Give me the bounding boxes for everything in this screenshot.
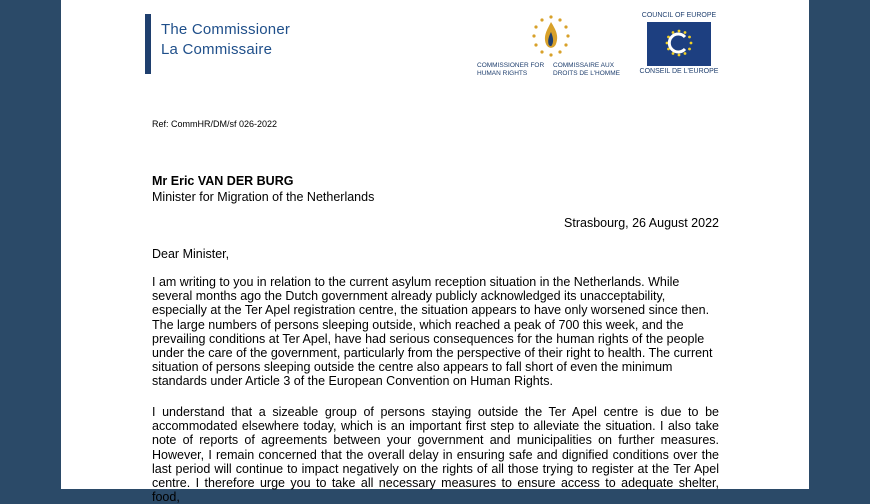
office-title-en: The Commissioner (161, 21, 291, 38)
recipient-name: Mr Eric VAN DER BURG (152, 174, 294, 188)
council-of-europe-logo (639, 12, 719, 76)
body-paragraph-2: I understand that a sizeable group of persons staying outside the Ter Apel centre is due to be accommodated elsewhere today, which is an important first step to alleviate the situation. I also take note of reports of agreements between your government and municipalities on further measures. However, I remain concerned that the overall delay in ensuring safe and dignified conditions over the last period will continue to impact negatively on the rights of all those trying to register at the Ter Apel centre. I therefore urge you to take all necessary measures to ensure access to adequate shelter, food, (152, 405, 719, 504)
letter-date: Strasbourg, 26 August 2022 (564, 216, 719, 230)
recipient-title: Minister for Migration of the Netherlands (152, 190, 375, 204)
recipient-address (152, 173, 374, 205)
caption-en: COMMISSIONER FOR HUMAN RIGHTS (477, 62, 545, 77)
office-title (145, 14, 290, 74)
office-title-fr: La Commissaire (161, 41, 273, 58)
commissioner-caption (477, 62, 625, 77)
reference-number: Ref: CommHR/DM/sf 026-2022 (152, 119, 278, 129)
body-paragraph-1: I am writing to you in relation to the current asylum reception situation in the Netherlands. While several months ago the Dutch government already publicly acknowledged its unacceptability, especially at the Ter Apel registration centre, the situation appears to have only worsened since then. The large numbers of persons sleeping outside, which reached a peak of 700 this week, and the prevailing conditions at Ter Apel, have had serious consequences for the human rights of the people under the care of the government, particularly from the perspective of their right to health. The current situation of persons sleeping outside the centre also appears to fall short of even the minimum standards under Article 3 of the European Convention on Human Rights. (152, 275, 713, 389)
flame-stars-icon (529, 14, 573, 60)
commissioner-logo (477, 14, 625, 78)
coe-top-text: COUNCIL OF EUROPE (641, 12, 717, 19)
salutation: Dear Minister, (152, 247, 230, 261)
coe-flag-icon (647, 22, 711, 66)
coe-bottom-text: CONSEIL DE L'EUROPE (639, 68, 719, 75)
caption-fr: COMMISSAIRE AUX DROITS DE L'HOMME (553, 62, 620, 77)
letter-page (61, 0, 809, 504)
